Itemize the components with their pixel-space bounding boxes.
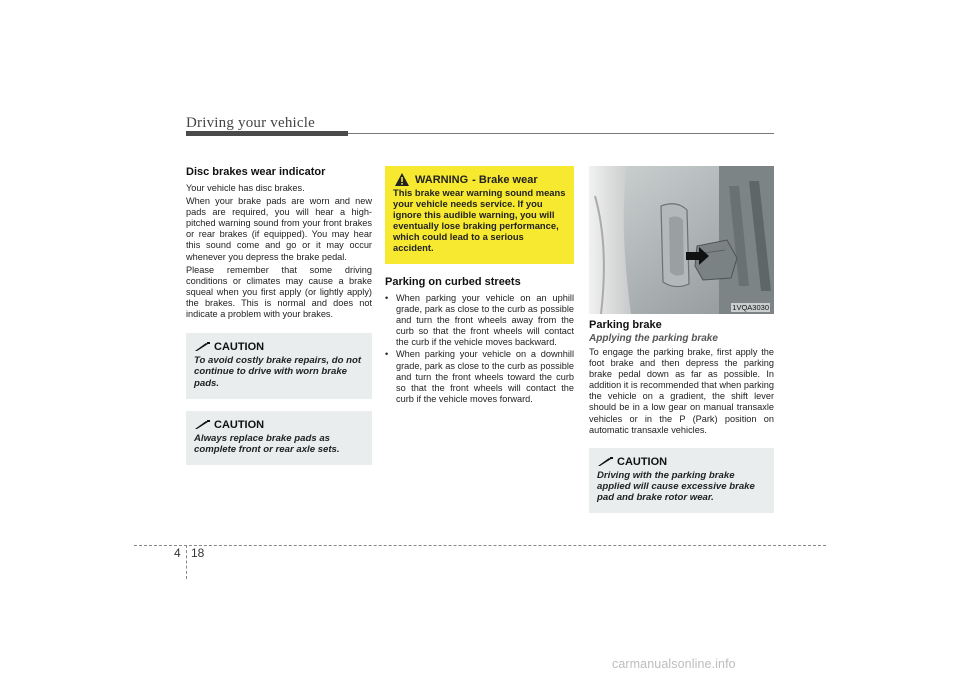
bullet-list — [385, 293, 574, 405]
caution-title-text: CAUTION — [214, 418, 265, 431]
caution-text: Always replace brake pads as complete front or rear axle sets. — [194, 432, 340, 455]
subheading-applying-brake: Applying the parking brake — [589, 333, 718, 344]
paragraph: Please remember that some driving conditions or climates may cause a brake squeal when you first apply (or lightly apply) the brakes. This is normal and does not indicate a problem with your brakes. — [186, 264, 372, 320]
column-1 — [186, 166, 372, 465]
caution-title — [194, 341, 364, 353]
warning-title — [395, 173, 566, 186]
list-item-text: When parking your vehicle on an uphill grade, park as close to the curb as possible and turn the front wheels away from the curb so that the front wheels will contact the curb if the vehicle moves backward. — [396, 293, 574, 348]
warning-title-text: WARNING — [415, 174, 469, 186]
page-number: 18 — [191, 546, 205, 560]
caution-pen-icon — [194, 342, 210, 352]
caution-title-text: CAUTION — [214, 341, 265, 354]
caution-box-worn-pads — [186, 333, 372, 399]
list-item — [385, 349, 574, 404]
chapter-number: 4 — [174, 546, 181, 560]
footer-divider — [186, 545, 187, 579]
section-heading-disc-brakes: Disc brakes wear indicator — [186, 166, 326, 178]
header-rule — [348, 133, 774, 134]
list-item — [385, 293, 574, 348]
warning-triangle-icon — [395, 173, 409, 186]
header-bar — [186, 131, 348, 136]
caution-box-axle-sets — [186, 411, 372, 465]
warning-box-brake-wear — [385, 166, 574, 264]
caution-text: Driving with the parking brake applied will cause excessive brake pad and brake rotor wear. — [597, 469, 755, 504]
section-heading-curbed-streets: Parking on curbed streets — [385, 276, 521, 288]
caution-title — [597, 456, 766, 468]
footer-rule — [134, 545, 826, 546]
watermark: carmanualsonline.info — [612, 657, 736, 671]
warning-text: This brake wear warning sound means your vehicle needs service. If you ignore this audible warning, you will eventually lose braking performance, which could lead to a serious accident. — [393, 187, 566, 254]
paragraph: When your brake pads are worn and new pads are required, you will hear a high-pitched warning sound from your front brakes or rear brakes (if equipped). You may hear this sound come and go or it may occur whenever you depress the brake pedal. — [186, 196, 372, 262]
section-heading-parking-brake: Parking brake — [589, 319, 662, 331]
page-header-title: Driving your vehicle — [186, 115, 315, 131]
bullet-dot-icon: • — [385, 349, 389, 360]
caution-pen-icon — [194, 420, 210, 430]
parking-brake-illustration — [589, 166, 774, 314]
bullet-dot-icon: • — [385, 293, 389, 303]
list-item-text: When parking your vehicle on a downhill grade, park as close to the curb as possible and turn the front wheels toward the curb so that the front wheels will contact the curb if the vehicle moves forward. — [396, 349, 574, 404]
paragraph: To engage the parking brake, first apply the foot brake and then depress the parking brake pedal down as far as possible. In addition it is recommended that when parking the vehicle on a gradient, the shift lever should be in a low gear on manual transaxle vehicles or in the P (Park) position on automatic transaxle vehicles. — [589, 347, 774, 435]
caution-text: To avoid costly brake repairs, do not continue to drive with worn brake pads. — [194, 355, 362, 389]
parking-brake-photo — [589, 166, 774, 314]
column-2 — [385, 166, 574, 406]
column-3 — [589, 166, 774, 513]
paragraph: Your vehicle has disc brakes. — [186, 183, 305, 193]
caution-box-parking-brake — [589, 448, 774, 514]
caution-title — [194, 419, 364, 431]
image-caption: 1VQA3030 — [732, 303, 769, 312]
warning-subtitle: - Brake wear — [472, 174, 538, 186]
caution-title-text: CAUTION — [617, 455, 668, 468]
caution-pen-icon — [597, 457, 613, 467]
